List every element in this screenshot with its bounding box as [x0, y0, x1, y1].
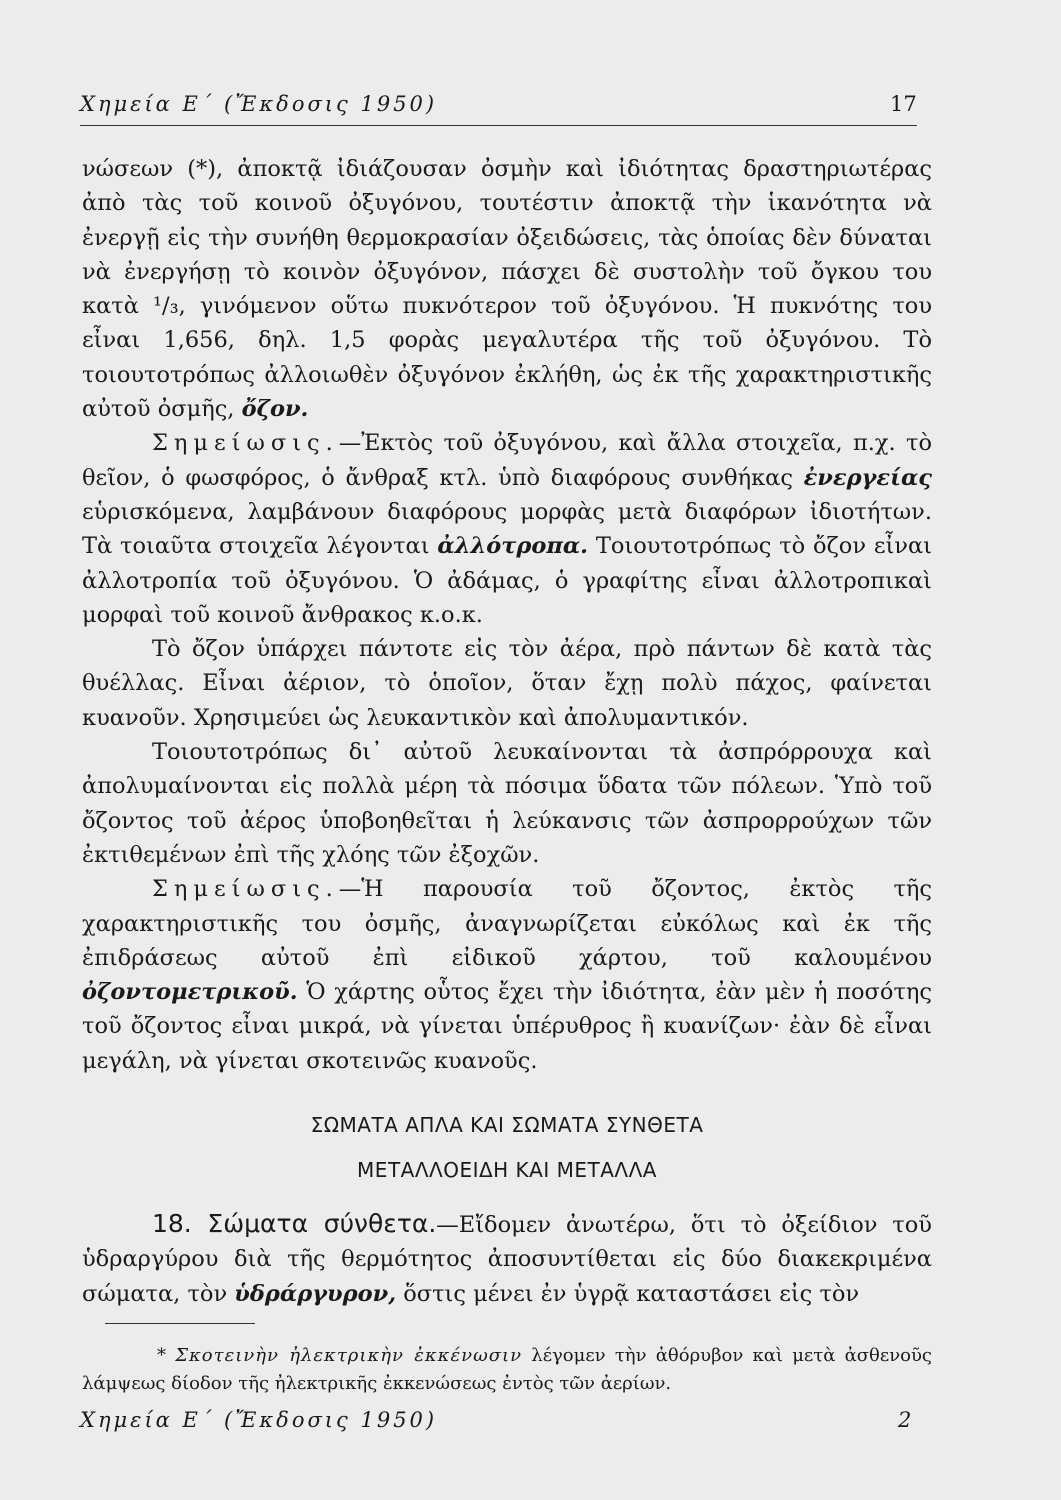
paragraph-note	[82, 426, 932, 632]
signature-line: Χημεία Ε΄ (Ἔκδοσις 1950)	[80, 1408, 438, 1432]
text-run: —Εἴδομεν ἀνωτέρω, ὅτι τὸ ὀξείδιον τοῦ ὑδραργύρου διὰ τῆς θερμότητος ἀποσυντίθεται εἰς δύο διακεκριμένα σώματα, τὸν	[82, 1212, 932, 1307]
section-heading: ΣΩΜΑΤΑ ΑΠΛΑ ΚΑΙ ΣΩΜΑΤΑ ΣΥΝΘΕΤΑ	[310, 1113, 704, 1137]
term-allotropes: ἀλλότροπα.	[437, 533, 588, 560]
footnote-text: λέγομεν τὴν ἀθόρυβον καὶ μετὰ ἀσθενοῦς λάμψεως δίοδον τῆς ἠλεκτρικῆς ἐκκενώσεως ἐντὸς τῶν ἀερίων.	[82, 1345, 933, 1394]
term-energy: ἐνεργείας	[803, 464, 932, 491]
text-run: ὅστις μένει ἐν ὑγρᾷ καταστάσει εἰς τὸν	[396, 1280, 860, 1307]
term-mercury: ὑδράργυρον,	[234, 1280, 397, 1307]
main-text	[82, 152, 932, 1078]
section-subheading: ΜΕΤΑΛΛΟΕΙΔΗ ΚΑΙ ΜΕΤΑΛΛΑ	[357, 1158, 657, 1182]
paragraph-18	[82, 1207, 932, 1311]
text-run: —Ἡ παρουσία τοῦ ὄζοντος, ἐκτὸς τῆς χαρακτηριστικῆς του ὀσμῆς, ἀναγνωρίζεται εὐκόλως καὶ ἐκ τῆς ἐπιδράσεως αὐτοῦ ἐπὶ εἰδικοῦ χάρτου, τοῦ καλουμένου	[82, 876, 932, 971]
term-ozonometric: ὀζοντομετρικοῦ.	[82, 979, 298, 1006]
footnote-term: Σκοτεινὴν ἠλεκτρικὴν ἐκκένωσιν	[175, 1345, 523, 1366]
text-run: νώσεων (*), ἀποκτᾷ ἰδιάζουσαν ὀσμὴν καὶ ἰδιότητας δραστηριωτέρας ἀπὸ τὰς τοῦ κοινοῦ ὀξυγόνου, τουτέστιν ἀποκτᾷ τὴν ἱκανότητα νὰ ἐνεργῇ εἰς τὴν συνήθη θερμοκρασίαν ὀξειδώσεις, τὰς ὁποίας δὲν δύναται νὰ ἐνεργήσῃ τὸ κοινὸν ὀξυγόνον, πάσχει δὲ συστολὴν τοῦ ὄγκου του κατὰ ¹/₃, γινόμενον οὕτω πυκνότερον τοῦ ὀξυγόνου. Ἡ πυκνότης του εἶναι 1,656, δηλ. 1,5 φορὰς μεγαλυτέρα τῆς τοῦ ὀξυγόνου. Τὸ τοιουτοτρόπως ἀλλοιωθὲν ὀξυγόνον ἐκλήθη, ὡς ἐκ τῆς χαρακτηριστικῆς αὐτοῦ ὀσμῆς,	[82, 156, 932, 423]
running-title: Χημεία Ε΄ (Ἔκδοσις 1950)	[80, 92, 438, 116]
paragraph: Τοιουτοτρόπως δι᾽ αὐτοῦ λευκαίνονται τὰ ἀσπρόρρουχα καὶ ἀπολυμαίνονται εἰς πολλὰ μέρη τὰ πόσιμα ὕδατα τῶν πόλεων. Ὑπὸ τοῦ ὄζοντος τοῦ ἀέρος ὑποβοηθεῖται ἡ λεύκανσις τῶν ἀσπρορρούχων τῶν ἐκτιθεμένων ἐπὶ τῆς χλόης τῶν ἐξοχῶν.	[82, 739, 932, 868]
term-ozone: ὄζον.	[241, 396, 309, 423]
note-label: Σημείωσις.	[152, 876, 339, 903]
paragraph	[82, 1207, 932, 1311]
sheet-number: 2	[898, 1408, 912, 1432]
footnote-rule	[105, 1323, 255, 1324]
text-run: εὑρισκόμενα, λαμβάνουν διαφόρους μορφὰς μετὰ διαφόρων ἰδιοτήτων. Τὰ τοιαῦτα στοιχεῖα λέγονται	[82, 498, 932, 560]
text-run: —Ἐκτὸς τοῦ ὀξυγόνου, καὶ ἄλλα στοιχεῖα, π.χ. τὸ θεῖον, ὁ φωσφόρος, ὁ ἄνθραξ κτλ. ὑπὸ διαφόρους συνθήκας	[82, 430, 932, 491]
paragraph-note	[82, 872, 932, 1078]
text-run: Τοιουτοτρόπως τὸ ὄζον εἶναι ἀλλοτροπία τοῦ ὀξυγόνου. Ὁ ἀδάμας, ὁ γραφίτης εἶναι ἀλλοτροπικαὶ μορφαὶ τοῦ κοινοῦ ἄνθρακος κ.ο.κ.	[82, 533, 932, 628]
header-rule	[80, 125, 917, 126]
note-label: Σημείωσις.	[152, 430, 339, 457]
page-number: 17	[890, 92, 917, 116]
paragraph-title: 18. Σώματα σύνθετα.	[152, 1209, 437, 1238]
paragraph: Τὸ ὄζον ὑπάρχει πάντοτε εἰς τὸν ἀέρα, πρὸ πάντων δὲ κατὰ τὰς θυέλλας. Εἶναι ἀέριον, τὸ ὁποῖον, ὅταν ἔχῃ πολὺ πάχος, φαίνεται κυανοῦν. Χρησιμεύει ὡς λευκαντικὸν καὶ ἀπολυμαντικόν.	[82, 636, 932, 731]
footnote-mark: *	[157, 1345, 176, 1366]
text-run: Ὁ χάρτης οὗτος ἔχει τὴν ἰδιότητα, ἐὰν μὲν ἡ ποσότης τοῦ ὄζοντος εἶναι μικρά, νὰ γίνεται ὑπέρυθρος ἢ κυανίζων· ἐὰν δὲ εἶναι μεγάλη, νὰ γίνεται σκοτεινῶς κυανοῦς.	[82, 979, 932, 1074]
paragraph	[82, 152, 932, 426]
footnote	[82, 1342, 932, 1398]
